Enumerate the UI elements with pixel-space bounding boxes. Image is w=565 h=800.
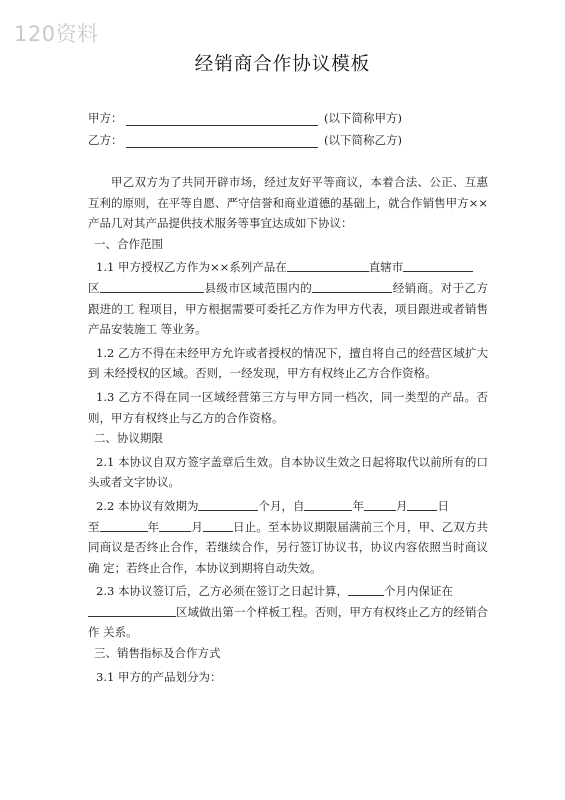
clause-text: 1.1 甲方授权乙方作为××系列产品在 bbox=[96, 260, 287, 275]
blank-line bbox=[304, 498, 352, 511]
clause-text: 月 bbox=[395, 498, 408, 513]
clause-2-3 bbox=[88, 581, 488, 643]
blank-line bbox=[312, 280, 392, 293]
section-heading: 二、协议期限 bbox=[94, 431, 163, 446]
clause-text: 日 bbox=[437, 498, 449, 513]
party-b-line bbox=[88, 132, 402, 148]
blank-line bbox=[100, 519, 148, 532]
clause-text: 年 bbox=[147, 519, 160, 534]
clause-text: 经销商。对于乙方跟进的工 程项目，甲方根据需要可委托乙方作为甲方代表，项目跟进或者销售产品安装施工 等业务。 bbox=[88, 280, 489, 337]
clause-text: 区域做出第一个样板工程。否则，甲方有权终止乙方的经销合作 关系。 bbox=[88, 604, 488, 640]
blank-line bbox=[403, 259, 473, 272]
blank-line bbox=[159, 519, 191, 532]
clause-text: 月 bbox=[191, 519, 203, 534]
clause-text: 县级市区域范围内的 bbox=[203, 280, 313, 295]
blank-line bbox=[364, 498, 396, 511]
clause-1-2: 1.2 乙方不得在未经甲方允许或者授权的情况下，擅自将自己的经营区域扩大到 未经授权的区域。否则，一经发现，甲方有权终止乙方合作资格。 bbox=[88, 345, 488, 381]
blank-line bbox=[348, 583, 384, 596]
party-b-blank bbox=[126, 135, 318, 148]
watermark: 120资料 bbox=[14, 22, 99, 46]
clause-text: 区 bbox=[88, 280, 100, 295]
section-heading: 三、销售指标及合作方式 bbox=[94, 646, 221, 661]
clause-1-1 bbox=[88, 257, 488, 339]
clause-text: 2.3 本协议签订后，乙方必须在签订之日起计算， bbox=[96, 584, 348, 599]
party-b-label: 乙方： bbox=[88, 133, 123, 147]
clause-text: 至 bbox=[88, 519, 100, 534]
agreement-body bbox=[88, 172, 488, 687]
clause-3-1: 3.1 甲方的产品划分为： bbox=[96, 669, 222, 684]
party-b-suffix: (以下简称乙方) bbox=[324, 133, 402, 147]
blank-line bbox=[287, 259, 369, 272]
clause-text: 日止。至本协议期限届满前三个月，甲、乙双方共 同商议是否终止合作，若继续合作，另行签订协议书，协议内容依照当时商议确 定；若终止合作，本协议到期将自动失效。 bbox=[88, 519, 489, 575]
blank-line bbox=[407, 498, 437, 511]
blank-line bbox=[198, 498, 258, 511]
clause-2-2 bbox=[88, 496, 488, 578]
party-a-line bbox=[88, 110, 402, 126]
party-a-blank bbox=[126, 113, 318, 126]
intro-paragraph: 甲乙双方为了共同开辟市场，经过友好平等商议，本着合法、公正、互惠互利的原则，在平等自愿、严守信誉和商业道德的基础上，就合作销售甲方××产品几对其产品提供技术服务等事宜达成如下协议： bbox=[88, 175, 488, 231]
clause-text: 个月内保证在 bbox=[383, 584, 453, 599]
clause-text: 直辖市 bbox=[368, 260, 404, 275]
blank-line bbox=[203, 519, 233, 532]
clause-text: 个月，自 bbox=[258, 498, 305, 513]
clause-text: 年 bbox=[352, 498, 364, 513]
blank-line bbox=[100, 280, 204, 293]
clause-text: 2.2 本协议有效期为 bbox=[96, 498, 199, 513]
blank-line bbox=[88, 604, 176, 617]
clause-2-1: 2.1 本协议自双方签字盖章后生效。自本协议生效之日起将取代以前所有的口 头或者文字协议。 bbox=[88, 454, 488, 490]
section-heading: 一、合作范围 bbox=[94, 236, 163, 251]
party-a-label: 甲方： bbox=[88, 111, 123, 125]
page-title: 经销商合作协议模板 bbox=[194, 54, 371, 75]
clause-1-3: 1.3 乙方不得在同一区域经营第三方与甲方同一档次，同一类型的产品。否则，甲方有权终止与乙方的合作资格。 bbox=[88, 389, 488, 425]
party-a-suffix: (以下简称甲方) bbox=[324, 111, 402, 125]
